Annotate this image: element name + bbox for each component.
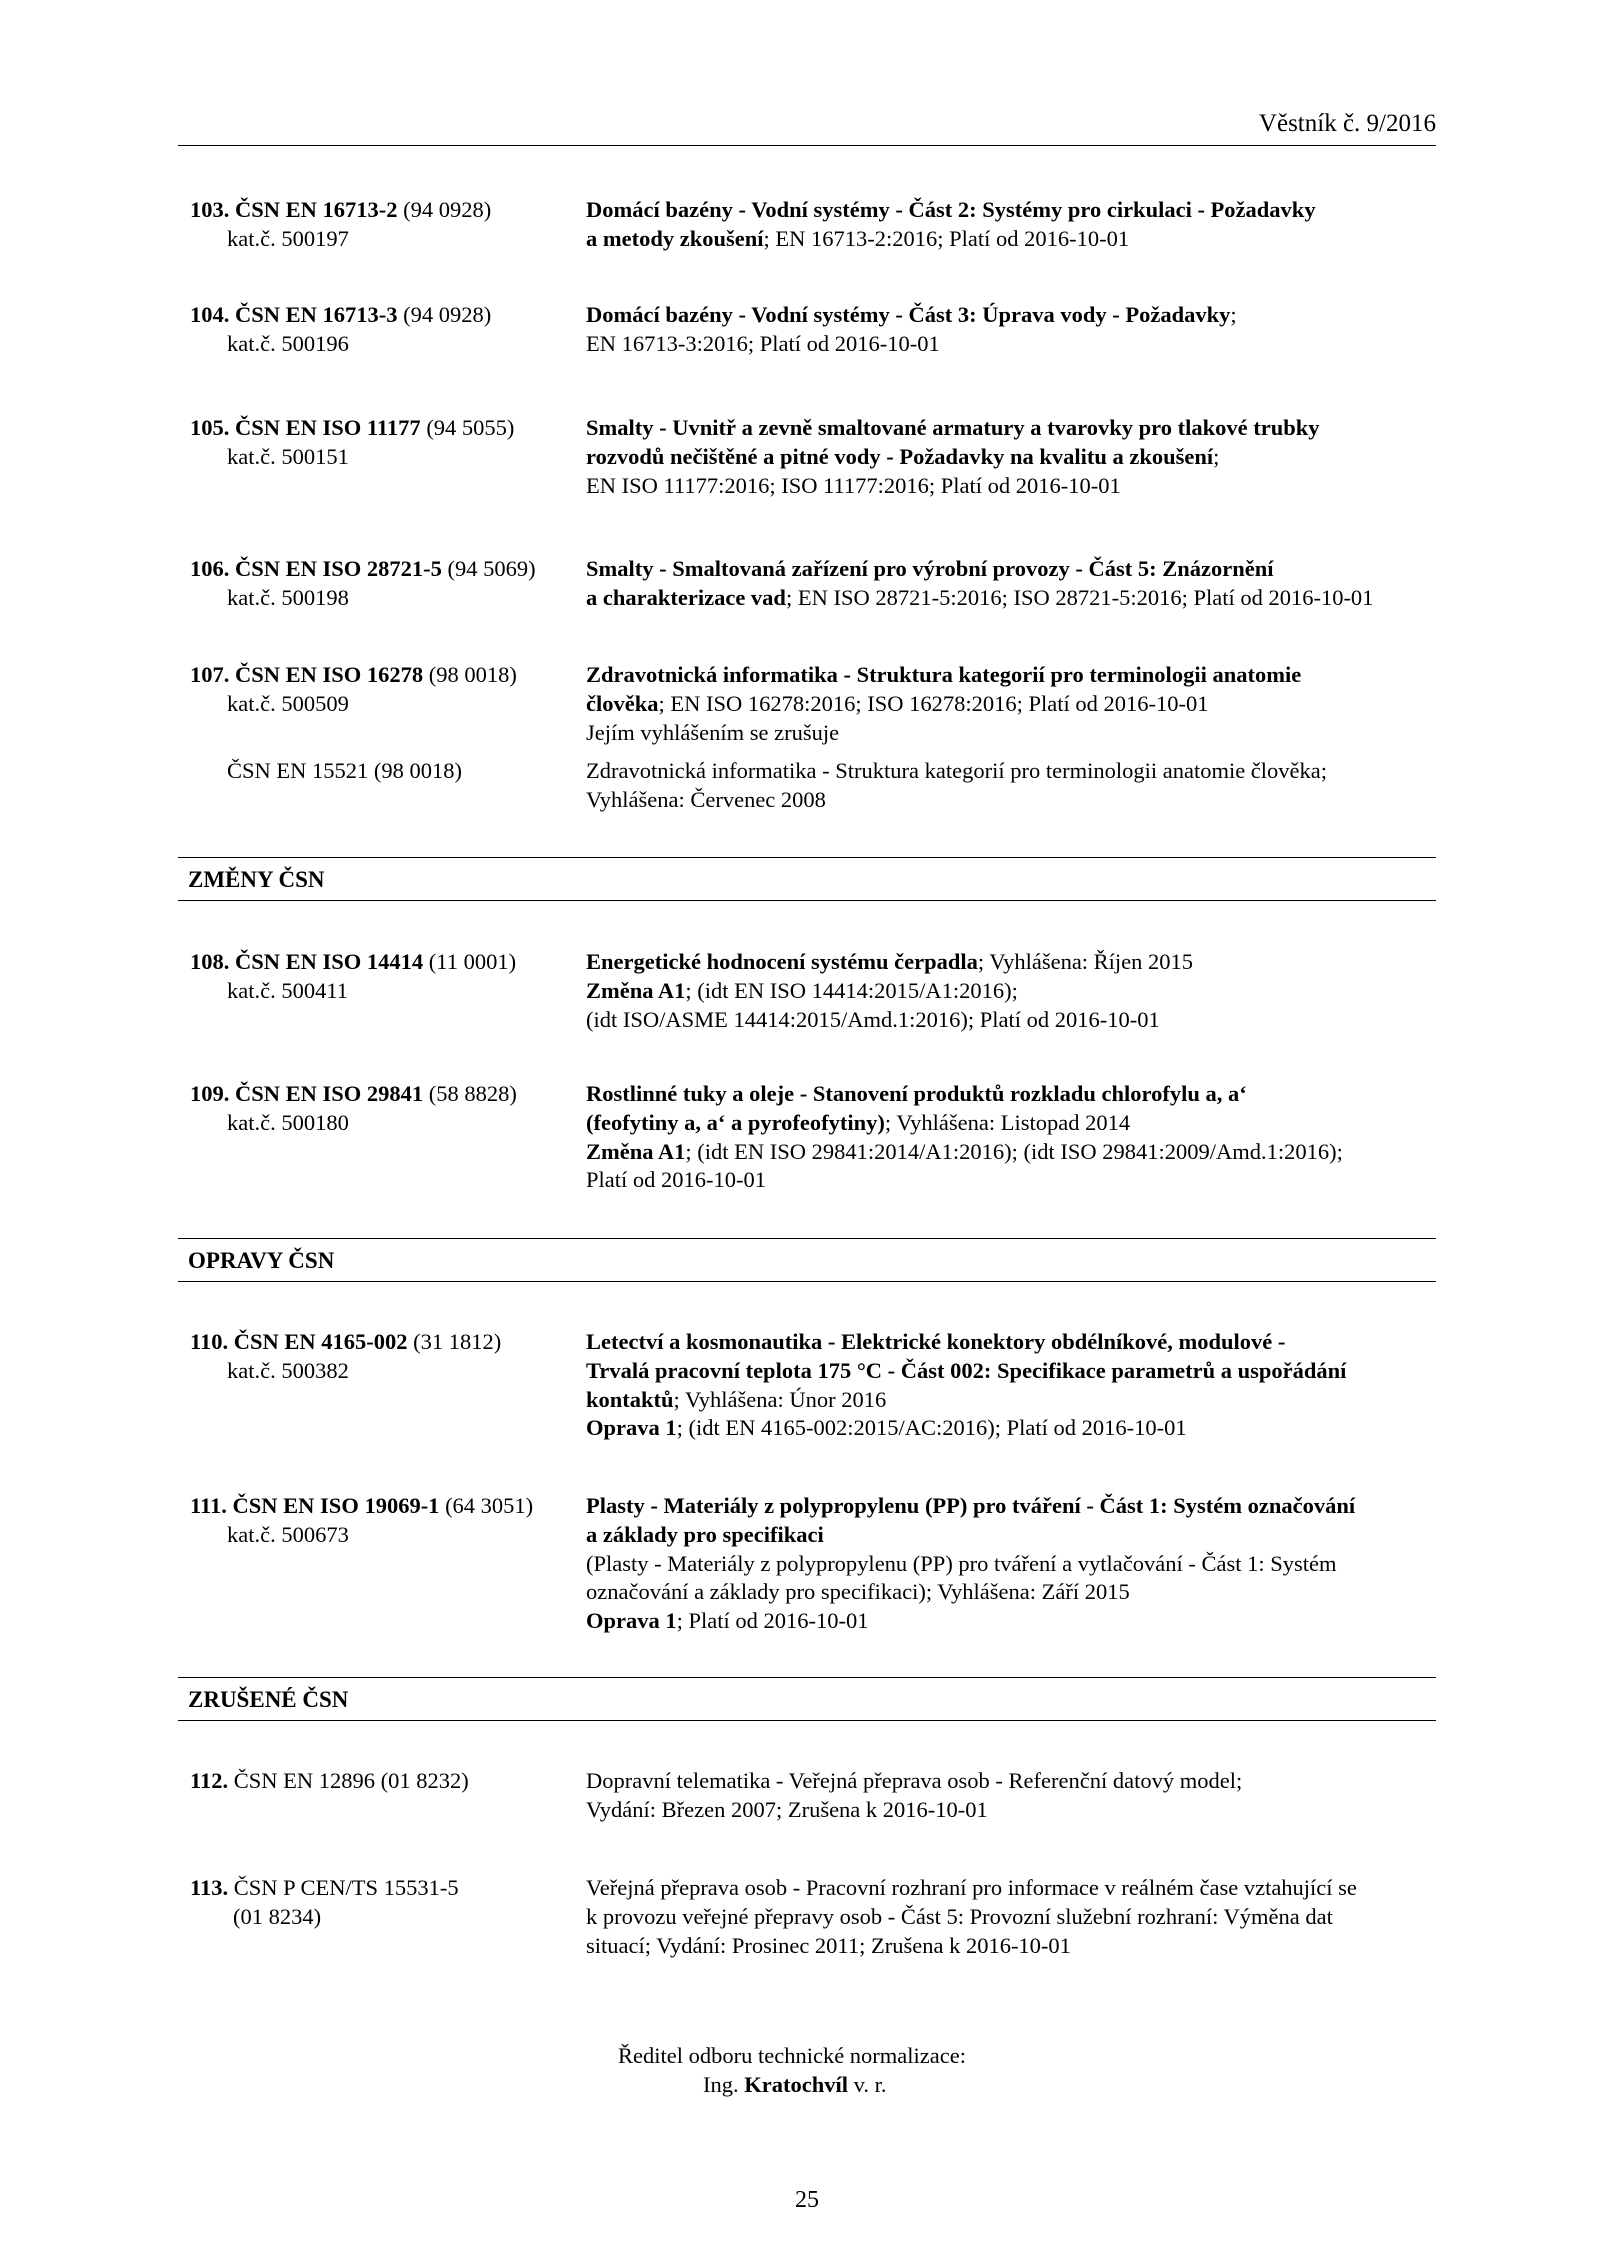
entry-description	[586, 301, 1446, 359]
entry-class: (01 8234)	[233, 1903, 322, 1929]
entry-description	[586, 1080, 1446, 1195]
entry-number: 111.	[190, 1493, 227, 1518]
entry-code: ČSN P CEN/TS 15531-5	[233, 1875, 459, 1900]
entry-code: ČSN EN 4165-002	[233, 1329, 408, 1354]
entry-designation	[190, 301, 560, 359]
entry-designation	[190, 1492, 560, 1550]
signature-suffix: v. r.	[853, 2071, 887, 2097]
entry-number: 104.	[190, 302, 230, 327]
entry-title: Změna A1	[586, 1138, 686, 1164]
entry-code: ČSN EN 16713-3	[235, 302, 398, 327]
entry-code: ČSN EN ISO 14414	[235, 949, 424, 974]
entry-text: ; (idt EN 4165-002:2015/AC:2016); Platí od 2016-10-01	[676, 1415, 1187, 1441]
entry-catalog: kat.č. 500411	[227, 977, 349, 1003]
entry-description	[586, 1767, 1446, 1825]
entry-text: ; EN 16713-2:2016; Platí od 2016-10-01	[763, 225, 1130, 251]
entry-text: Vydání: Březen 2007; Zrušena k 2016-10-01	[586, 1796, 988, 1822]
entry-code: ČSN EN 12896 (01 8232)	[233, 1768, 469, 1793]
entry-description	[586, 661, 1446, 747]
entry-title: a metody zkoušení	[586, 225, 764, 251]
entry-title: Oprava 1	[586, 1608, 677, 1634]
entry-title: Rostlinné tuky a oleje - Stanovení produktů rozkladu chlorofylu a, a‘	[586, 1081, 1247, 1106]
entry-title: Letectví a kosmonautika - Elektrické konektory obdélníkové, modulové -	[586, 1329, 1286, 1354]
entry-title: člověka	[586, 690, 659, 716]
entry-description	[586, 414, 1446, 500]
entry-title: Oprava 1	[586, 1415, 677, 1441]
entry-number: 107.	[190, 662, 230, 687]
entry-designation	[190, 555, 560, 613]
entry-number: 103.	[190, 197, 230, 222]
entry-catalog: kat.č. 500509	[227, 690, 349, 716]
entry-description	[586, 1328, 1446, 1443]
section-zrusene	[178, 1677, 1436, 1721]
entry-class: (64 3051)	[445, 1493, 534, 1518]
entry-text: k provozu veřejné přepravy osob - Část 5: Provozní služební rozhraní: Výměna dat	[586, 1903, 1333, 1929]
entry-title: Smalty - Uvnitř a zevně smaltované armatury a tvarovky pro tlakové trubky	[586, 415, 1320, 440]
entry-designation	[190, 1328, 560, 1386]
entry-text: Vyhlášena: Červenec 2008	[586, 786, 826, 812]
entry-title: Energetické hodnocení systému čerpadla	[586, 949, 978, 974]
entry-designation	[190, 1767, 560, 1796]
entry-text: EN ISO 11177:2016; ISO 11177:2016; Platí od 2016-10-01	[586, 472, 1121, 498]
entry-code: ČSN EN 16713-2	[235, 197, 398, 222]
entry-class: (94 5055)	[426, 415, 515, 440]
entry-catalog: kat.č. 500196	[227, 330, 349, 356]
entry-title: kontaktů	[586, 1386, 674, 1412]
entry-catalog: kat.č. 500151	[227, 443, 349, 469]
entry-text: ; Vyhlášena: Únor 2016	[673, 1386, 887, 1412]
page-header: Věstník č. 9/2016	[1258, 110, 1436, 137]
entry-text: ;	[1230, 302, 1237, 327]
entry-number: 112.	[190, 1768, 229, 1793]
entry-class: (94 5069)	[447, 556, 536, 581]
entry-number: 105.	[190, 415, 230, 440]
entry-designation	[190, 196, 560, 254]
entry-description	[586, 948, 1446, 1034]
entry-description	[586, 555, 1446, 613]
entry-description	[586, 1874, 1446, 1960]
entry-text: označování a základy pro specifikaci); Vyhlášena: Září 2015	[586, 1579, 1130, 1605]
entry-designation	[190, 414, 560, 472]
entry-title: Zdravotnická informatika - Struktura kategorií pro terminologii anatomie	[586, 662, 1302, 687]
withdrawn-description	[586, 757, 1446, 815]
entry-catalog: kat.č. 500197	[227, 225, 349, 251]
entry-code: ČSN EN ISO 19069-1	[232, 1493, 440, 1518]
entry-class: (31 1812)	[413, 1329, 502, 1354]
entry-text: situací; Vydání: Prosinec 2011; Zrušena k 2016-10-01	[586, 1932, 1071, 1958]
entry-title: Trvalá pracovní teplota 175 °C - Část 002: Specifikace parametrů a uspořádání	[586, 1357, 1347, 1383]
entry-text: ; EN ISO 16278:2016; ISO 16278:2016; Platí od 2016-10-01	[658, 690, 1209, 716]
entry-text: ; Vyhlášena: Říjen 2015	[977, 949, 1194, 974]
entry-text: ;	[1213, 443, 1220, 469]
entry-text: Dopravní telematika - Veřejná přeprava osob - Referenční datový model;	[586, 1768, 1243, 1793]
entry-title: (feofytiny a, a‘ a pyrofeofytiny)	[586, 1109, 885, 1135]
header-rule	[178, 145, 1436, 146]
entry-text: ; (idt EN ISO 29841:2014/A1:2016); (idt ISO 29841:2009/Amd.1:2016);	[685, 1138, 1343, 1164]
entry-designation	[190, 948, 560, 1006]
withdrawn-code-text: ČSN EN 15521 (98 0018)	[227, 758, 462, 783]
entry-number: 110.	[190, 1329, 229, 1354]
withdrawn-code	[190, 757, 597, 786]
entry-description	[586, 196, 1446, 254]
signature-prefix: Ing.	[703, 2071, 739, 2097]
section-title: OPRAVY ČSN	[188, 1248, 335, 1273]
entry-number: 109.	[190, 1081, 230, 1106]
entry-class: (94 0928)	[403, 197, 492, 222]
entry-text: (Plasty - Materiály z polypropylenu (PP) pro tváření a vytlačování - Část 1: Systém	[586, 1550, 1337, 1576]
entry-code: ČSN EN ISO 28721-5	[235, 556, 442, 581]
entry-text: (idt ISO/ASME 14414:2015/Amd.1:2016); Platí od 2016-10-01	[586, 1006, 1160, 1032]
entry-code: ČSN EN ISO 29841	[235, 1081, 424, 1106]
entry-catalog: kat.č. 500382	[227, 1357, 349, 1383]
entry-designation	[190, 661, 560, 719]
entry-class: (11 0001)	[428, 949, 517, 974]
entry-text: Zdravotnická informatika - Struktura kategorií pro terminologii anatomie člověka;	[586, 758, 1328, 783]
entry-text: ; Platí od 2016-10-01	[676, 1608, 869, 1634]
entry-title: Smalty - Smaltovaná zařízení pro výrobní provozy - Část 5: Znázornění	[586, 556, 1274, 581]
entry-number: 113.	[190, 1875, 229, 1900]
entry-title: Změna A1	[586, 977, 686, 1003]
entry-catalog: kat.č. 500198	[227, 584, 349, 610]
section-title: ZRUŠENÉ ČSN	[188, 1687, 349, 1712]
entry-title: a základy pro specifikaci	[586, 1521, 824, 1547]
entry-class: (94 0928)	[403, 302, 492, 327]
entry-title: Plasty - Materiály z polypropylenu (PP) pro tváření - Část 1: Systém označování	[586, 1493, 1356, 1518]
signature-title: Ředitel odboru technické normalizace:	[618, 2043, 966, 2068]
signature-name: Kratochvíl	[744, 2071, 848, 2097]
entry-title: Domácí bazény - Vodní systémy - Část 2: Systémy pro cirkulaci - Požadavky	[586, 197, 1316, 222]
entry-class: (98 0018)	[428, 662, 517, 687]
entry-catalog: kat.č. 500180	[227, 1109, 349, 1135]
entry-title: rozvodů nečištěné a pitné vody - Požadavky na kvalitu a zkoušení	[586, 443, 1214, 469]
section-opravy	[178, 1238, 1436, 1282]
section-zmeny	[178, 857, 1436, 901]
entry-text: ; (idt EN ISO 14414:2015/A1:2016);	[685, 977, 1018, 1003]
entry-code: ČSN EN ISO 16278	[235, 662, 424, 687]
entry-designation	[190, 1080, 560, 1138]
entry-text: ; Vyhlášena: Listopad 2014	[884, 1109, 1131, 1135]
entry-text: Platí od 2016-10-01	[586, 1167, 766, 1193]
entry-code: ČSN EN ISO 11177	[235, 415, 421, 440]
entry-class: (58 8828)	[428, 1081, 517, 1106]
entry-number: 106.	[190, 556, 230, 581]
entry-title: a charakterizace vad	[586, 584, 786, 610]
entry-designation	[190, 1874, 560, 1932]
entry-catalog: kat.č. 500673	[227, 1521, 349, 1547]
entry-text: EN 16713-3:2016; Platí od 2016-10-01	[586, 330, 940, 356]
entry-text: Jejím vyhlášením se zrušuje	[586, 719, 840, 745]
entry-title: Domácí bazény - Vodní systémy - Část 3: Úprava vody - Požadavky	[586, 302, 1231, 327]
entry-text: ; EN ISO 28721-5:2016; ISO 28721-5:2016; Platí od 2016-10-01	[785, 584, 1374, 610]
page-number: 25	[795, 2187, 819, 2213]
entry-description	[586, 1492, 1446, 1636]
section-title: ZMĚNY ČSN	[188, 867, 325, 892]
entry-text: Veřejná přeprava osob - Pracovní rozhraní pro informace v reálném čase vztahující se	[586, 1875, 1357, 1900]
signature-block	[618, 2042, 966, 2100]
entry-number: 108.	[190, 949, 230, 974]
